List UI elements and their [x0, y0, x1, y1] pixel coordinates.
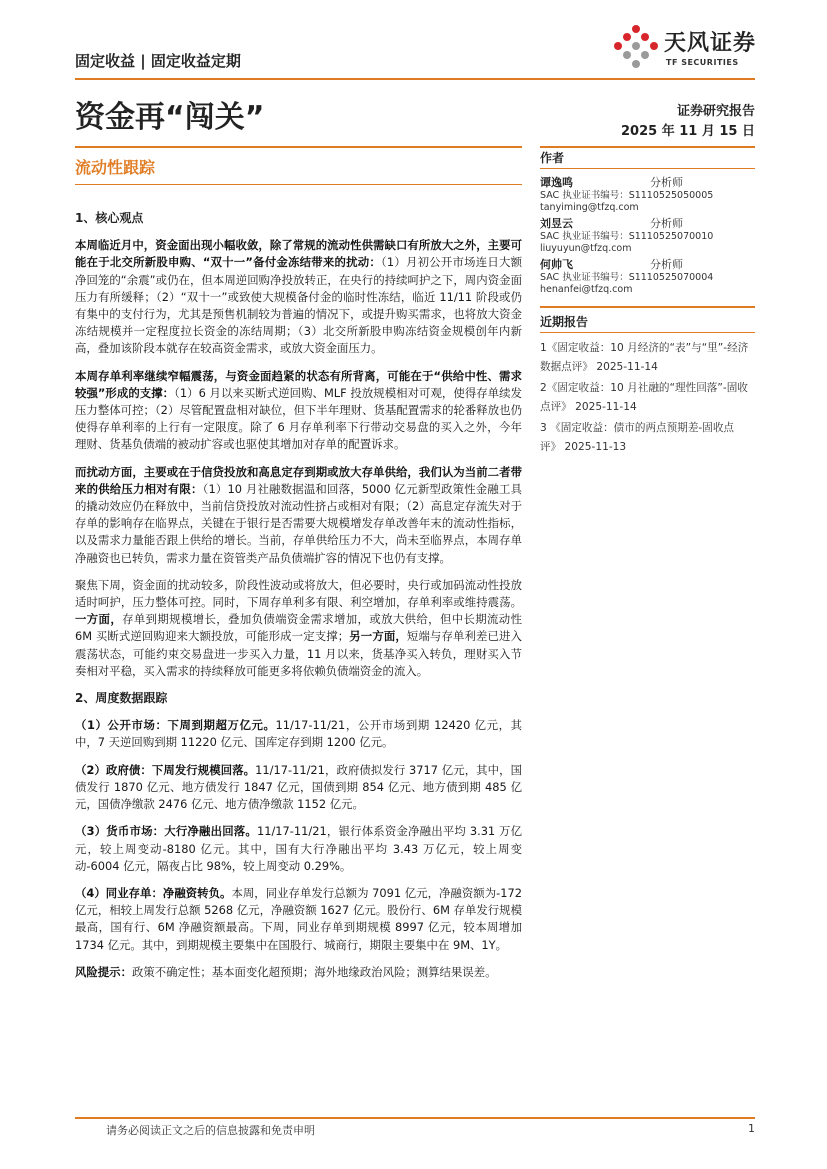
paragraph-body: 短端与存单利差已进入震荡状态，可能约束交易盘进一步买入力量，11 月以来，货基净买入转负，理财买入节奏相对平稳，买入需求的持续释放可能更多将依赖负债端资金的流入。 — [75, 629, 522, 678]
logo-chinese: 天风证券 — [664, 31, 757, 56]
paragraph-lead: 本周临近月中，资金面出现小幅收敛，除了常规的流动性供需缺口有所放大之外，主要可能在于北交所新股申购、“双十一”备付金冻结带来的扰动： — [75, 238, 522, 270]
logo-english: TF SECURITIES — [666, 58, 739, 67]
paragraph — [75, 717, 522, 751]
author-name: 刘昱云 — [540, 217, 573, 230]
paragraph-lead: （1）公开市场：下周到期超万亿元。 — [75, 718, 276, 733]
recent-top-divider — [540, 306, 755, 308]
paragraph — [75, 885, 522, 954]
doc-type: 证券研究报告 — [676, 104, 755, 119]
paragraph-body: 11/17-11/21，公开市场到期 12420 亿元，其中，7 天逆回购到期 11220 亿元、国库定存到期 1200 亿元。 — [75, 718, 522, 750]
paragraph — [75, 237, 522, 357]
page-number: 1 — [748, 1122, 755, 1135]
paragraph — [75, 823, 522, 875]
paragraph-body: 聚焦下周，资金面的扰动较多，阶段性波动或将放大，但必要时，央行或加码流动性投放适时呵护，压力整体可控。同时，下周存单利多有限、利空增加，存单利率或维持震荡。 — [75, 577, 522, 610]
paragraph-body: （1）10 月社融数据温和回落，5000 亿元新型政策性金融工具的撬动效应仍在释放中，当前信贷投放对流动性挤占或相对有限；（2）高息定存流失对于存单的影响存在临界点，关键在于银行是否需要大规模增发存单改善年末的流动性指标，以及需求力量能否跟上供给的增长。当前，存单供给压力不大，尚未至临界点，本周存单净融资也已转负，需求力量在资管类产品负债端扩容的情况下也仍有支撑。 — [75, 481, 522, 565]
subtitle-divider — [75, 184, 522, 185]
paragraph-body: 存单到期规模增长，叠加负债端资金需求增加，或放大供给，但中长期流动性 6M 买断式逆回购迎来大额投放，可能形成一定支撑； — [75, 612, 522, 644]
author-cert: SAC 执业证书编号：S1110525070010 — [540, 231, 714, 242]
paragraph-body: （1）6 月以来买断式逆回购、MLF 投放规模相对可观，使得存单续发压力整体可控；（2）尽管配置盘相对缺位，但下半年理财、货基配置需求的轮番释放也仍使得存单利率的上行有一定限度。除了 6 月存单利率下行带动交易盘的买入之外，今年理财、货基负债端的被动扩容或也驱使其增加对存单的配置诉求。 — [75, 385, 522, 452]
title-divider — [75, 146, 522, 148]
author-card — [540, 257, 755, 296]
footer-disclaimer: 请务必阅读正文之后的信息披露和免责申明 — [106, 1124, 315, 1137]
paragraph-lead: 风险提示： — [75, 964, 132, 979]
sidebar — [540, 148, 755, 459]
recent-report-link[interactable]: 2《固定收益：10 月社融的“理性回落”-固收点评》 2025-11-14 — [540, 381, 748, 413]
paragraph-body: （1）月初公开市场连日大额净回笼的“余震”或仍在，但本周逆回购净投放转正，在央行的持续呵护之下，周内资金面压力有所缓释；（2）“双十一”或致使大规模备付金的临时性冻结，临近 11/11 阶段或仍有集中的支付行为，尤其是预售机制较为普遍的情况下，或提升购买需求，也将放大资金冻结规模并一定程度拉长资金的冻结周期；（3）北交所新股申购冻结资金规模创年内新高，叠加该阶段本就存在较高资金需求，或放大资金面压力。 — [75, 255, 522, 356]
author-name: 何帅飞 — [540, 258, 573, 271]
paragraph-lead: 而扰动方面，主要或在于信贷投放和高息定存到期或放大存单供给，我们认为当前二者带来的供给压力相对有限： — [75, 464, 522, 496]
section-heading: 2、周度数据跟踪 — [75, 691, 168, 706]
paragraph — [75, 464, 522, 567]
main-content — [75, 210, 522, 991]
author-title: 分析师 — [650, 176, 683, 189]
risk-warning — [75, 964, 522, 981]
author-card — [540, 175, 755, 214]
footer-divider — [75, 1117, 755, 1119]
authors-divider — [540, 168, 755, 169]
header-divider — [75, 78, 755, 80]
author-name: 谭逸鸣 — [540, 176, 573, 189]
logo-dots-icon — [610, 24, 662, 72]
recent-report-link[interactable]: 1《固定收益：10 月经济的“表”与“里”-经济数据点评》 2025-11-14 — [540, 341, 749, 373]
section-heading: 1、核心观点 — [75, 211, 144, 225]
recent-heading: 近期报告 — [540, 314, 589, 329]
author-cert: SAC 执业证书编号：S1110525050005 — [540, 190, 714, 201]
paragraph-body: 11/17-11/21，银行体系资金净融出平均 3.31 万亿元，较上周变动-8180 亿元。其中，国有大行净融出平均 3.43 万亿元，较上周变动-6004 亿元，隔夜占比 98%，较上周变动 0.29%。 — [75, 824, 522, 873]
doc-date: 2025 年 11 月 15 日 — [621, 124, 755, 139]
recent-reports — [540, 312, 755, 457]
recent-report-link[interactable]: 3 《固定收益：债市的两点预期差-固收点评》 2025-11-13 — [540, 421, 735, 453]
paragraph-body: 11/17-11/21，政府债拟发行 3717 亿元，其中，国债发行 1870 亿元、地方债发行 1847 亿元，国债到期 854 亿元、地方债到期 485 亿元，国债净缴款 2476 亿元、地方债净缴款 1152 亿元。 — [75, 762, 522, 812]
paragraph-emphasis: 一方面， — [75, 612, 123, 627]
authors-heading: 作者 — [540, 151, 565, 165]
paragraph — [75, 762, 522, 814]
paragraph — [75, 577, 522, 680]
company-logo — [610, 20, 770, 80]
author-email[interactable]: tanyiming@tfzq.com — [540, 202, 639, 213]
paragraph-emphasis: 另一方面， — [349, 629, 407, 644]
author-card — [540, 216, 755, 255]
paragraph-body: 政策不确定性；基本面变化超预期；海外地缘政治风险；测算结果误差。 — [131, 964, 497, 979]
author-title: 分析师 — [650, 258, 683, 271]
author-email[interactable]: henanfei@tfzq.com — [540, 284, 633, 295]
paragraph-body: 本周，同业存单发行总额为 7091 亿元，净融资额为-172 亿元，相较上周发行总额 5268 亿元，净融资额 1627 亿元。股份行、6M 存单发行规模最高，国有行、6M 净融资额最高。下周，同业存单到期规模 8997 亿元，较本周增加 1734 亿元。其中，到期规模主要集中在国股行、城商行，期限主要集中在 9M、1Y。 — [75, 885, 522, 952]
paragraph-lead: （2）政府债：下周发行规模回落。 — [75, 762, 256, 777]
author-cert: SAC 执业证书编号：S1110525070004 — [540, 272, 714, 283]
report-subtitle: 流动性跟踪 — [75, 158, 156, 177]
paragraph-lead: （4）同业存单：净融资转负。 — [75, 885, 232, 900]
paragraph-lead: 本周存单利率继续窄幅震荡，与资金面趋紧的状态有所背离，可能在于“供给中性、需求较强”形成的支撑： — [75, 368, 522, 400]
paragraph-lead: （3）货币市场：大行净融出回落。 — [75, 824, 257, 839]
author-email[interactable]: liuyuyun@tfzq.com — [540, 243, 632, 254]
author-title: 分析师 — [650, 217, 683, 230]
report-category: 固定收益 | 固定收益定期 — [75, 52, 241, 70]
report-title: 资金再“闯关” — [75, 100, 265, 135]
recent-divider — [540, 332, 755, 333]
paragraph — [75, 368, 522, 454]
